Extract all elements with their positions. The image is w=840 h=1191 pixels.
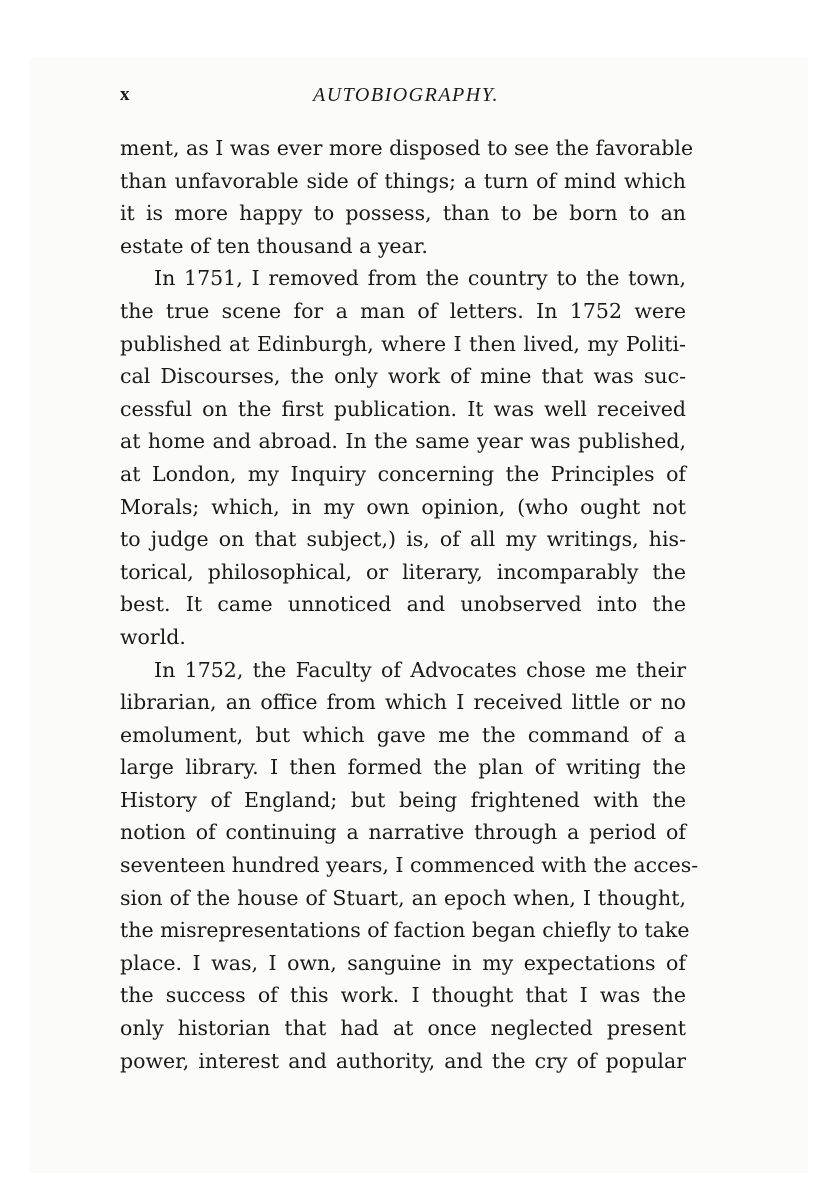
text-line: torical, philosophical, or literary, incomparably the [120, 559, 686, 584]
text-line: cal Discourses, the only work of mine that was suc- [120, 364, 686, 389]
text-line: only historian that had at once neglected present [120, 1016, 686, 1041]
text-line: librarian, an office from which I received little or no [120, 690, 686, 715]
text-line: History of England; but being frightened with the [120, 787, 686, 812]
text-line: In 1751, I removed from the country to the town, [154, 266, 686, 291]
text-line: at London, my Inquiry concerning the Principles of [120, 461, 686, 486]
text-line: at home and abroad. In the same year was published, [120, 429, 686, 454]
body-text [120, 132, 699, 1077]
paragraph-1 [120, 132, 694, 262]
text-line: the misrepresentations of faction began chiefly to take [120, 918, 690, 943]
text-line: best. It came unnoticed and unobserved into the [120, 592, 686, 617]
text-line: estate of ten thousand a year. [120, 233, 428, 258]
text-line: power, interest and authority, and the cry of popular [120, 1048, 686, 1073]
text-line: seventeen hundred years, I commenced with the acces- [120, 853, 699, 878]
page-number: x [120, 84, 130, 105]
paragraph-3 [120, 654, 699, 1078]
paragraph-2 [120, 262, 686, 653]
text-line: cessful on the first publication. It was well received [120, 396, 686, 421]
text-line: Morals; which, in my own opinion, (who ought not [120, 494, 686, 519]
text-line: In 1752, the Faculty of Advocates chose me their [154, 657, 686, 682]
text-line: sion of the house of Stuart, an epoch when, I thought, [120, 885, 686, 910]
text-line: it is more happy to possess, than to be born to an [120, 201, 686, 226]
text-line: notion of continuing a narrative through a period of [120, 820, 686, 845]
book-title: AUTOBIOGRAPHY. [312, 84, 499, 106]
text-line: large library. I then formed the plan of writing the [120, 755, 686, 780]
text-line: place. I was, I own, sanguine in my expectations of [120, 950, 686, 975]
text-line: emolument, but which gave me the command of a [120, 722, 686, 747]
text-line: than unfavorable side of things; a turn of mind which [120, 168, 686, 193]
text-line: to judge on that subject,) is, of all my writings, his- [120, 527, 686, 552]
text-line: the success of this work. I thought that I was the [120, 983, 686, 1008]
text-line: published at Edinburgh, where I then lived, my Politi- [120, 331, 686, 356]
running-head [120, 84, 692, 112]
text-line: the true scene for a man of letters. In 1752 were [120, 298, 686, 323]
text-line: ment, as I was ever more disposed to see the favorable [120, 136, 694, 160]
text-line: world. [120, 624, 186, 649]
